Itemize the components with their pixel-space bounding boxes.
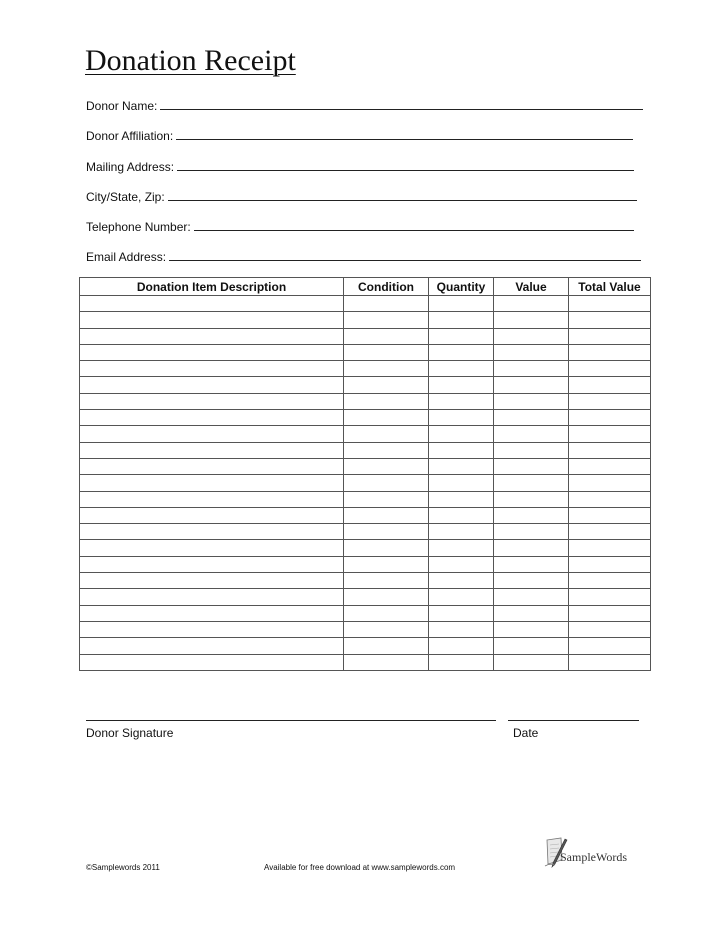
table-cell[interactable] [429, 458, 494, 474]
table-cell[interactable] [494, 475, 569, 491]
email-address-label: Email Address: [86, 250, 167, 264]
table-cell[interactable] [344, 344, 429, 360]
table-cell[interactable] [494, 393, 569, 409]
table-cell[interactable] [429, 377, 494, 393]
table-cell[interactable] [494, 524, 569, 540]
table-cell[interactable] [344, 573, 429, 589]
table-cell[interactable] [80, 377, 344, 393]
telephone-number-field[interactable] [86, 216, 634, 234]
table-cell[interactable] [494, 540, 569, 556]
donor-affiliation-field[interactable] [86, 125, 633, 143]
donation-items-table [79, 277, 651, 671]
table-cell[interactable] [429, 524, 494, 540]
table-cell[interactable] [569, 377, 651, 393]
table-cell[interactable] [494, 556, 569, 572]
footer-copyright: ©Samplewords 2011 [86, 863, 160, 872]
table-cell[interactable] [344, 491, 429, 507]
table-cell[interactable] [80, 491, 344, 507]
table-cell[interactable] [494, 621, 569, 637]
city-state-zip-label: City/State, Zip: [86, 190, 165, 204]
page-title: Donation Receipt [85, 44, 296, 77]
table-cell[interactable] [80, 654, 344, 670]
table-cell[interactable] [494, 458, 569, 474]
table-cell[interactable] [80, 540, 344, 556]
table-cell[interactable] [429, 507, 494, 523]
table-cell[interactable] [429, 312, 494, 328]
table-cell[interactable] [569, 524, 651, 540]
table-row [80, 475, 651, 491]
table-row [80, 393, 651, 409]
table-cell[interactable] [569, 410, 651, 426]
table-cell[interactable] [344, 393, 429, 409]
donor-signature-label: Donor Signature [86, 726, 174, 740]
donor-name-line[interactable] [160, 108, 643, 110]
table-cell[interactable] [494, 426, 569, 442]
table-cell[interactable] [494, 442, 569, 458]
table-cell[interactable] [429, 605, 494, 621]
table-row [80, 377, 651, 393]
table-cell[interactable] [569, 312, 651, 328]
table-row [80, 491, 651, 507]
table-cell[interactable] [494, 377, 569, 393]
table-cell[interactable] [569, 621, 651, 637]
table-cell[interactable] [429, 491, 494, 507]
table-cell[interactable] [80, 410, 344, 426]
table-row [80, 458, 651, 474]
table-cell[interactable] [569, 296, 651, 312]
table-cell[interactable] [429, 540, 494, 556]
table-cell[interactable] [80, 296, 344, 312]
table-row [80, 589, 651, 605]
mailing-address-field[interactable] [86, 156, 634, 174]
table-cell[interactable] [344, 410, 429, 426]
donor-name-label: Donor Name: [86, 99, 158, 113]
table-body [80, 296, 651, 671]
table-cell[interactable] [429, 475, 494, 491]
table-cell[interactable] [569, 556, 651, 572]
table-cell[interactable] [429, 426, 494, 442]
table-cell[interactable] [429, 589, 494, 605]
table-cell[interactable] [80, 605, 344, 621]
table-row [80, 654, 651, 670]
table-cell[interactable] [429, 573, 494, 589]
table-row [80, 312, 651, 328]
table-row [80, 344, 651, 360]
table-row [80, 328, 651, 344]
table-header-row [80, 278, 651, 296]
table-row [80, 442, 651, 458]
table-cell[interactable] [569, 605, 651, 621]
table-cell[interactable] [344, 621, 429, 637]
table-cell[interactable] [344, 312, 429, 328]
table-cell[interactable] [80, 589, 344, 605]
email-address-line[interactable] [169, 259, 641, 261]
table-cell[interactable] [80, 312, 344, 328]
table-cell[interactable] [80, 621, 344, 637]
table-cell[interactable] [494, 361, 569, 377]
table-cell[interactable] [344, 475, 429, 491]
table-cell[interactable] [569, 589, 651, 605]
table-row [80, 296, 651, 312]
table-cell[interactable] [494, 605, 569, 621]
table-cell[interactable] [429, 296, 494, 312]
table-row [80, 426, 651, 442]
telephone-number-line[interactable] [194, 229, 634, 231]
table-cell[interactable] [344, 638, 429, 654]
mailing-address-line[interactable] [177, 169, 634, 171]
table-cell[interactable] [344, 507, 429, 523]
table-row [80, 524, 651, 540]
table-cell[interactable] [344, 361, 429, 377]
table-row [80, 605, 651, 621]
table-cell[interactable] [429, 654, 494, 670]
table-cell[interactable] [429, 621, 494, 637]
table-row [80, 621, 651, 637]
logo-text: SampleWords [560, 850, 628, 864]
telephone-number-label: Telephone Number: [86, 220, 191, 234]
table-cell[interactable] [569, 361, 651, 377]
table-cell[interactable] [494, 589, 569, 605]
column-header-quantity: Quantity [429, 278, 494, 296]
table-cell[interactable] [429, 410, 494, 426]
table-cell[interactable] [344, 605, 429, 621]
email-address-field[interactable] [86, 246, 641, 264]
table-row [80, 361, 651, 377]
table-row [80, 540, 651, 556]
table-cell[interactable] [80, 328, 344, 344]
table-cell[interactable] [494, 507, 569, 523]
table-cell[interactable] [80, 524, 344, 540]
table-cell[interactable] [569, 540, 651, 556]
table-cell[interactable] [569, 491, 651, 507]
table-row [80, 410, 651, 426]
samplewords-logo [544, 836, 640, 870]
table-cell[interactable] [569, 458, 651, 474]
table-cell[interactable] [569, 638, 651, 654]
city-state-zip-field[interactable] [86, 186, 637, 204]
footer-download-text: Available for free download at www.samplewords.com [264, 863, 456, 872]
table-cell[interactable] [569, 507, 651, 523]
table-cell[interactable] [494, 410, 569, 426]
table-cell[interactable] [429, 344, 494, 360]
table-cell[interactable] [344, 426, 429, 442]
table-cell[interactable] [80, 393, 344, 409]
table-cell[interactable] [569, 654, 651, 670]
table-cell[interactable] [80, 426, 344, 442]
table-row [80, 573, 651, 589]
table-cell[interactable] [344, 589, 429, 605]
table-cell[interactable] [569, 344, 651, 360]
table-cell[interactable] [344, 540, 429, 556]
date-line[interactable] [508, 720, 639, 721]
table-cell[interactable] [80, 344, 344, 360]
table-cell[interactable] [494, 312, 569, 328]
table-cell[interactable] [344, 377, 429, 393]
table-cell[interactable] [344, 524, 429, 540]
table-cell[interactable] [344, 556, 429, 572]
mailing-address-label: Mailing Address: [86, 160, 175, 174]
donor-name-field[interactable] [86, 95, 643, 113]
table-cell[interactable] [429, 442, 494, 458]
table-cell[interactable] [569, 426, 651, 442]
table-cell[interactable] [80, 361, 344, 377]
table-cell[interactable] [494, 654, 569, 670]
table-cell[interactable] [429, 328, 494, 344]
column-header-description: Donation Item Description [80, 278, 344, 296]
table-cell[interactable] [80, 458, 344, 474]
donor-affiliation-label: Donor Affiliation: [86, 129, 174, 143]
table-cell[interactable] [569, 393, 651, 409]
table-cell[interactable] [344, 296, 429, 312]
table-cell[interactable] [569, 573, 651, 589]
table-cell[interactable] [429, 638, 494, 654]
table-cell[interactable] [494, 296, 569, 312]
table-cell[interactable] [494, 638, 569, 654]
donor-affiliation-line[interactable] [176, 138, 633, 140]
column-header-condition: Condition [344, 278, 429, 296]
table-cell[interactable] [80, 442, 344, 458]
table-cell[interactable] [569, 475, 651, 491]
table-cell[interactable] [494, 344, 569, 360]
table-cell[interactable] [344, 458, 429, 474]
table-cell[interactable] [569, 328, 651, 344]
table-row [80, 638, 651, 654]
table-cell[interactable] [344, 328, 429, 344]
column-header-value: Value [494, 278, 569, 296]
table-cell[interactable] [569, 442, 651, 458]
table-cell[interactable] [80, 507, 344, 523]
table-cell[interactable] [429, 361, 494, 377]
table-cell[interactable] [429, 393, 494, 409]
table-cell[interactable] [80, 475, 344, 491]
table-cell[interactable] [80, 556, 344, 572]
date-label: Date [513, 726, 539, 740]
table-cell[interactable] [494, 491, 569, 507]
table-cell[interactable] [494, 573, 569, 589]
table-cell[interactable] [344, 442, 429, 458]
table-cell[interactable] [494, 328, 569, 344]
table-cell[interactable] [80, 573, 344, 589]
table-cell[interactable] [344, 654, 429, 670]
table-row [80, 556, 651, 572]
table-cell[interactable] [429, 556, 494, 572]
city-state-zip-line[interactable] [168, 199, 637, 201]
table-row [80, 507, 651, 523]
donor-signature-line[interactable] [86, 720, 496, 721]
column-header-total-value: Total Value [569, 278, 651, 296]
table-cell[interactable] [80, 638, 344, 654]
